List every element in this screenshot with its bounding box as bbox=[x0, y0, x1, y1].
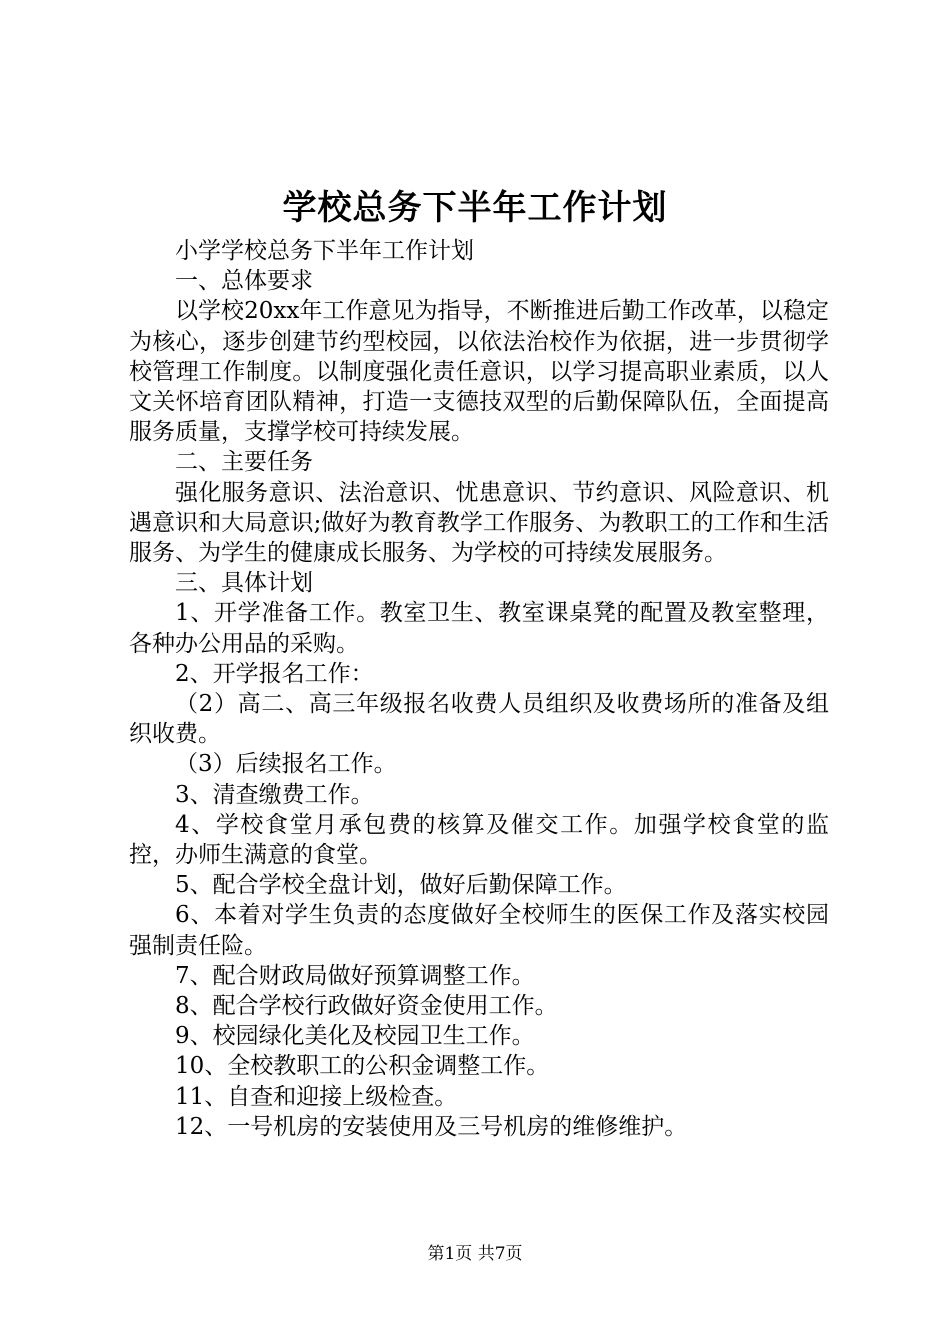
section-heading-1: 一、总体要求 bbox=[175, 268, 313, 295]
plan-item-7: 7、配合财政局做好预算调整工作。 bbox=[175, 962, 535, 989]
page-footer: 第1页 共7页 bbox=[427, 1244, 523, 1264]
plan-item-6: 6、本着对学生负责的态度做好全校师生的医保工作及落实校园强制责任险。 bbox=[129, 902, 829, 959]
section-heading-3: 三、具体计划 bbox=[175, 570, 313, 597]
plan-item-4: 4、学校食堂月承包费的核算及催交工作。加强学校食堂的监控，办师生满意的食堂。 bbox=[129, 811, 829, 869]
document-title: 学校总务下半年工作计划 bbox=[282, 188, 668, 228]
paragraph-general-requirements: 以学校20xx年工作意见为指导，不断推进后勤工作改革，以稳定为核心，逐步创建节约型校园，以依法治校作为依据，进一步贯彻学校管理工作制度。以制度强化责任意识，以学习提高职业素质，以人文关怀培育团队精神，打造一支德技双型的后勤保障队伍，全面提高服务质量，支撑学校可持续发展。 bbox=[129, 298, 829, 446]
paragraph-subtitle: 小学学校总务下半年工作计划 bbox=[175, 238, 474, 264]
plan-item-5: 5、配合学校全盘计划，做好后勤保障工作。 bbox=[175, 872, 627, 899]
document-body bbox=[129, 236, 829, 1142]
section-heading-2: 二、主要任务 bbox=[175, 449, 313, 476]
plan-item-11: 11、自查和迎接上级检查。 bbox=[175, 1083, 458, 1110]
plan-item-12: 12、一号机房的安装使用及三号机房的维修维护。 bbox=[175, 1113, 688, 1140]
plan-item-1: 1、开学准备工作。教室卫生、教室课桌凳的配置及教室整理，各种办公用品的采购。 bbox=[129, 600, 829, 657]
plan-item-3: 3、清查缴费工作。 bbox=[175, 781, 374, 808]
plan-subitem-2-2: （2）高二、高三年级报名收费人员组织及收费场所的准备及组织收费。 bbox=[129, 691, 829, 748]
plan-item-8: 8、配合学校行政做好资金使用工作。 bbox=[175, 993, 558, 1020]
paragraph-main-tasks: 强化服务意识、法治意识、忧患意识、节约意识、风险意识、机遇意识和大局意识;做好为教育教学工作服务、为教职工的工作和生活服务、为学生的健康成长服务、为学校的可持续发展服务。 bbox=[129, 479, 829, 567]
plan-item-9: 9、校园绿化美化及校园卫生工作。 bbox=[175, 1023, 535, 1050]
plan-subitem-2-3: （3）后续报名工作。 bbox=[175, 751, 397, 778]
plan-item-10: 10、全校教职工的公积金调整工作。 bbox=[175, 1053, 550, 1080]
plan-item-2: 2、开学报名工作： bbox=[175, 660, 374, 687]
